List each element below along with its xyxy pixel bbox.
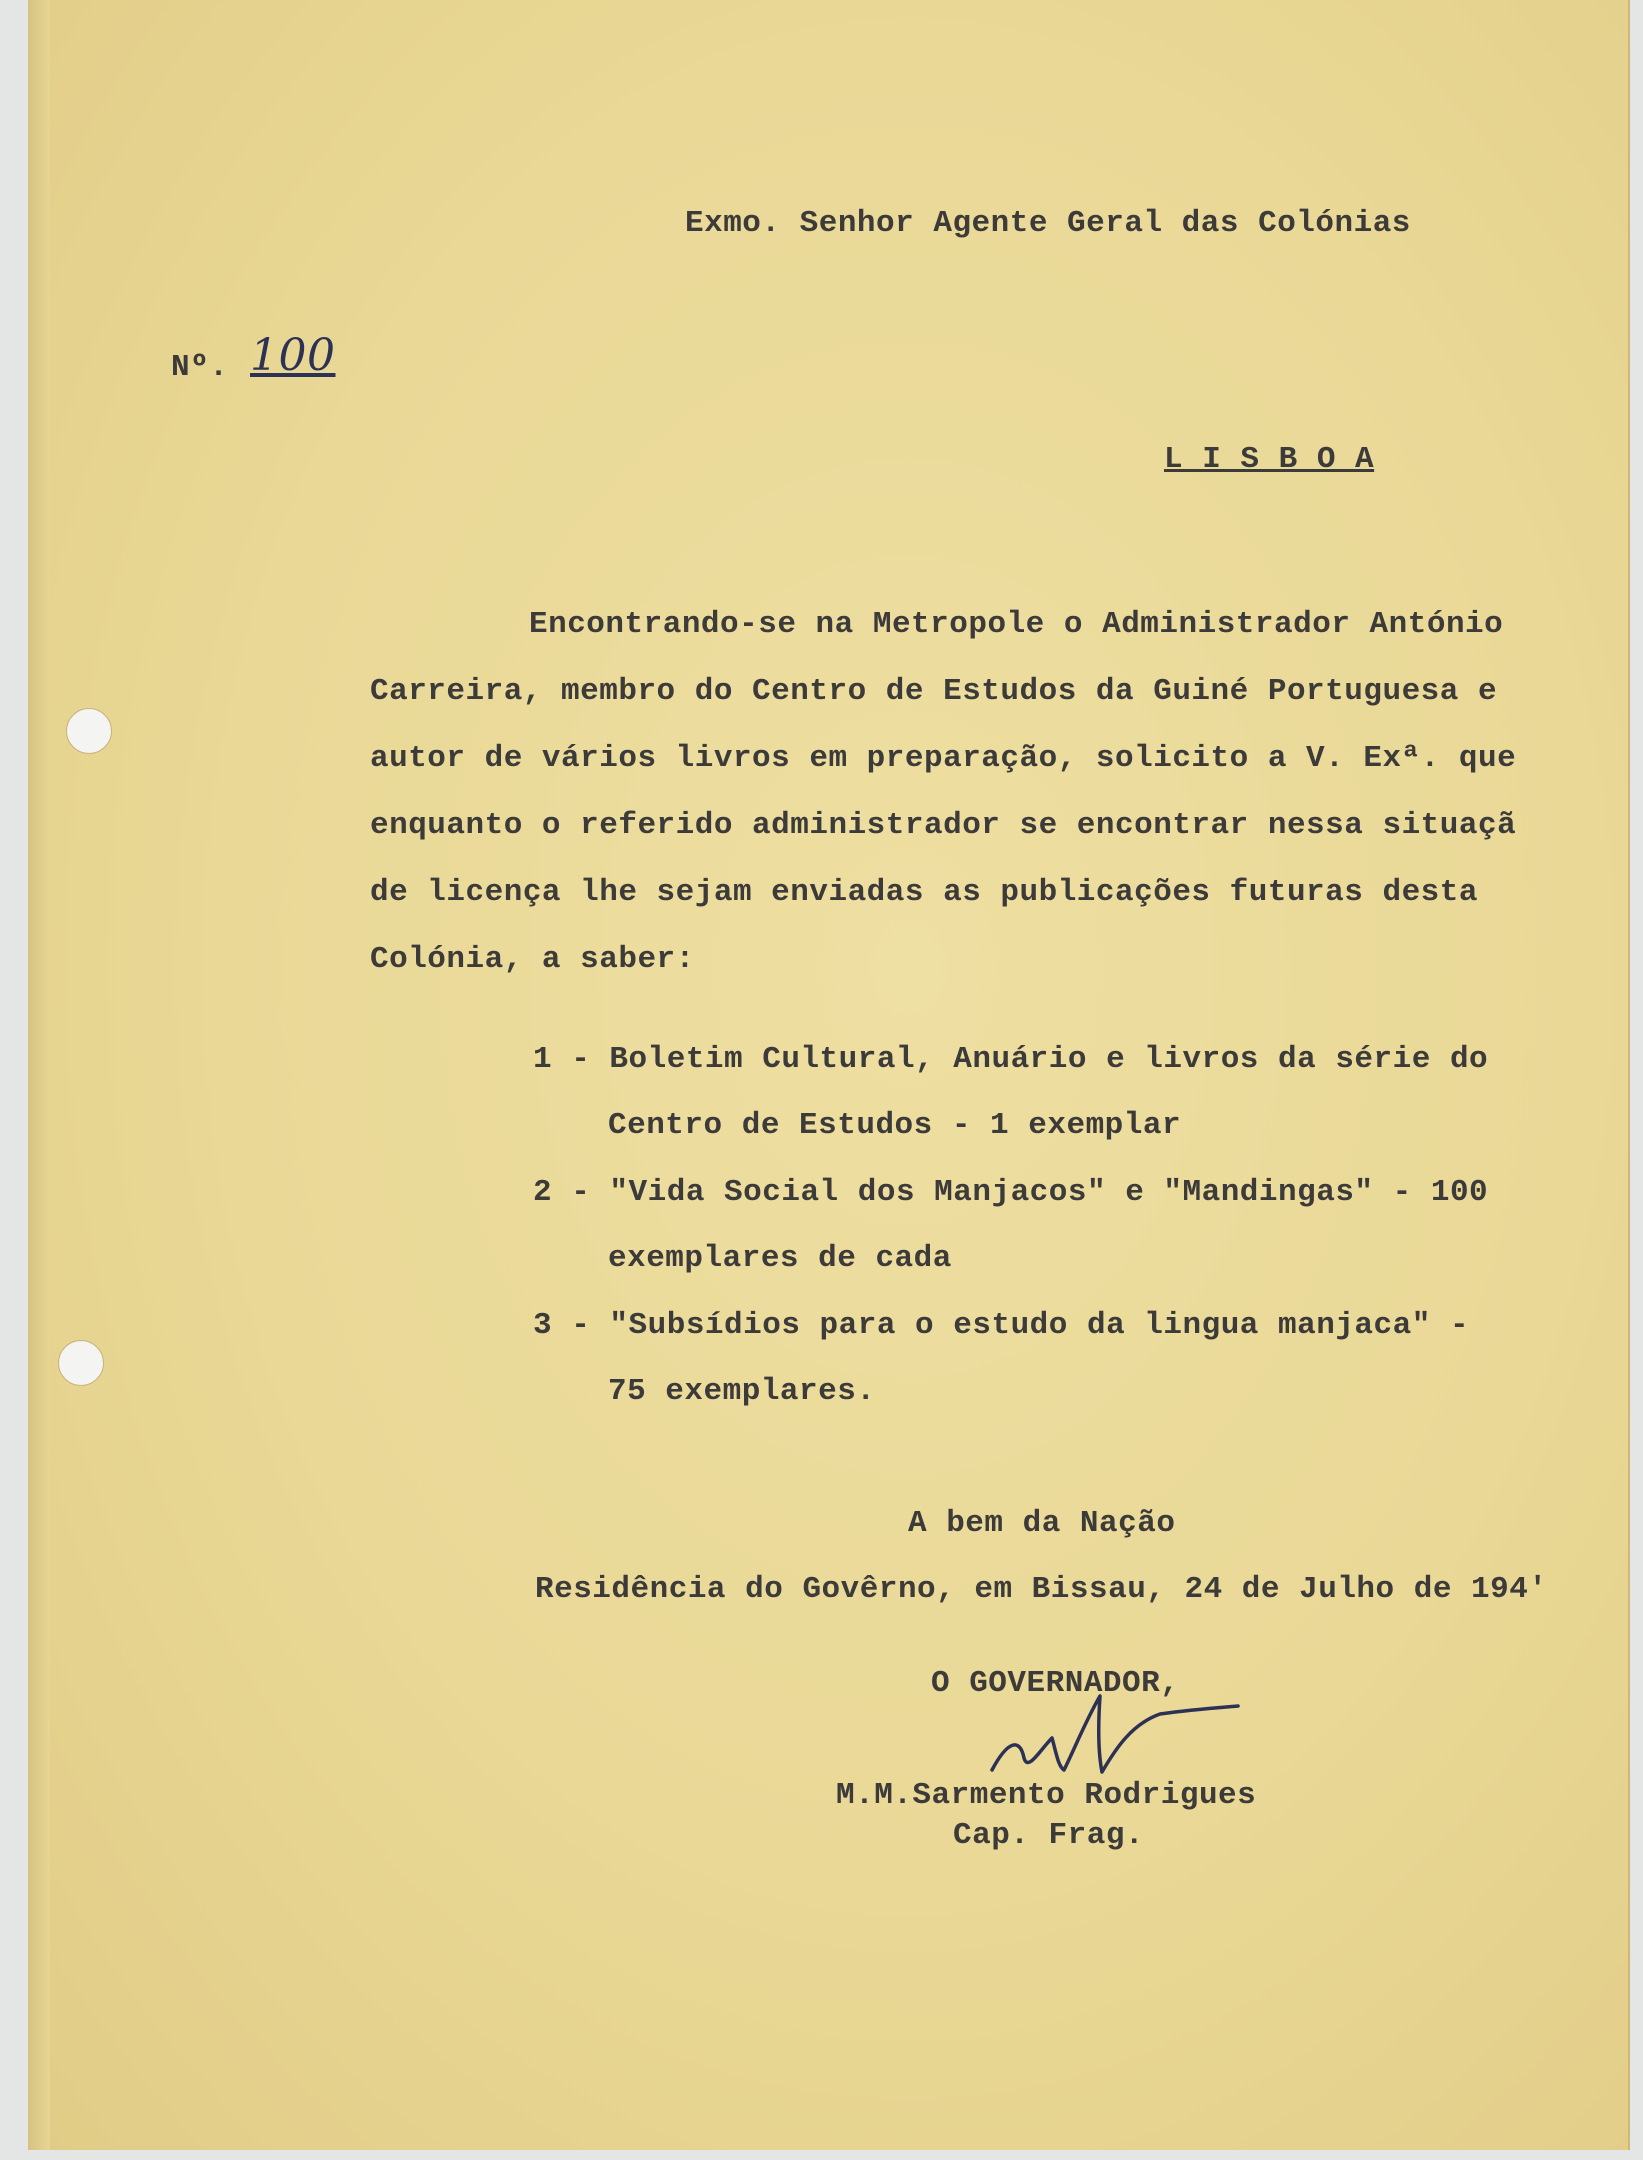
list-item: 3 - "Subsídios para o estudo da lingua manjaca" - [533, 1308, 1470, 1343]
body-line: de licença lhe sejam enviadas as publicações futuras desta [370, 875, 1478, 910]
signatory-title: O GOVERNADOR, [931, 1666, 1180, 1701]
punch-hole [66, 708, 112, 754]
body-line: autor de vários livros em preparação, solicito a V. Exª. que [370, 741, 1517, 776]
list-item-continuation: exemplares de cada [608, 1241, 952, 1276]
page-fold-edge [28, 0, 50, 2150]
list-item-continuation: 75 exemplares. [608, 1374, 876, 1409]
letter-page [28, 0, 1630, 2150]
list-item-continuation: Centro de Estudos - 1 exemplar [608, 1108, 1182, 1143]
handwritten-signature [948, 1680, 1248, 1790]
destination-city: L I S B O A [1164, 442, 1375, 477]
list-item: 1 - Boletim Cultural, Anuário e livros da série do [533, 1042, 1489, 1077]
document-number: 100 [250, 330, 336, 381]
place-and-date: Residência do Govêrno, em Bissau, 24 de Julho de 194' [535, 1572, 1548, 1607]
body-line: Colónia, a saber: [370, 942, 695, 977]
body-line: Encontrando-se na Metropole o Administrador António [529, 607, 1504, 642]
addressee: Exmo. Senhor Agente Geral das Colónias [685, 206, 1411, 241]
closing-salutation: A bem da Nação [908, 1506, 1176, 1541]
signatory-rank: Cap. Frag. [953, 1818, 1145, 1853]
punch-hole [58, 1340, 104, 1386]
document-number-label: Nº. [171, 350, 229, 385]
body-line: Carreira, membro do Centro de Estudos da Guiné Portuguesa e [370, 674, 1498, 709]
list-item: 2 - "Vida Social dos Manjacos" e "Mandingas" - 100 [533, 1175, 1489, 1210]
body-line: enquanto o referido administrador se encontrar nessa situaçã [370, 808, 1517, 843]
signatory-name: M.M.Sarmento Rodrigues [836, 1778, 1257, 1813]
